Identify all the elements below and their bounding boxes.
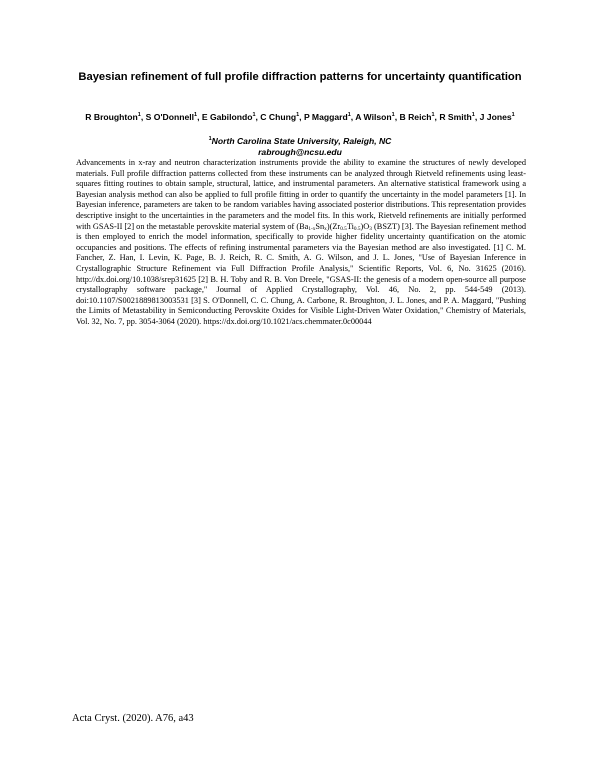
affiliation-name: North Carolina State University, Raleigh, NC (211, 136, 392, 146)
affiliation-mark: 1 (252, 112, 256, 118)
affiliation-mark: 1 (194, 112, 198, 118)
author: P Maggard$^1$, (303, 112, 356, 122)
affiliation-mark: 1 (391, 112, 395, 118)
author: R Broughton$^1$, (85, 112, 146, 122)
affiliation-mark: 1 (431, 112, 435, 118)
author: A Wilson$^1$, (355, 112, 400, 122)
author-email: rabrough@ncsu.edu (258, 147, 342, 157)
author: B Reich$^1$, (399, 112, 440, 122)
author: J Jones$^1$ (479, 112, 515, 122)
affiliation-mark: 1 (208, 136, 212, 142)
author: S O'Donnell$^1$, (145, 112, 202, 122)
affiliation-mark: 1 (471, 112, 475, 118)
affiliation-mark: 1 (137, 112, 141, 118)
author-list (62, 111, 538, 123)
affiliation-mark: 1 (347, 112, 351, 118)
affiliation-line (70, 136, 530, 147)
paper-title: Bayesian refinement of full profile diffraction patterns for uncertainty quantification (78, 71, 522, 83)
author: C Chung$^1$, (260, 112, 304, 122)
journal-citation: Acta Cryst. (2020). A76, a43 (72, 713, 194, 724)
affiliation-block (70, 136, 530, 158)
affiliation-mark: 1 (511, 112, 515, 118)
author: E Gabilondo$^1$, (201, 112, 261, 122)
affiliation-mark: 1 (296, 112, 300, 118)
author: R Smith$^1$, (439, 112, 480, 122)
abstract-body: Advancements in x-ray and neutron characterization instruments provide the ability to examine the structures of newly developed materials. Full profile diffraction patterns collected from these instruments can be analyzed through Rietveld refinements using least-squares fitting routines to obtain sample, structural, lattice, and instrumental parameters. An alternative statistical framework using a Bayesian analysis method can also be applied to full profile fitting in order to quantify the uncertainty in the model parameters [1]. In Bayesian inference, parameters are taken to be random variables having associated posterior distributions. This representation provides descriptive insight to the uncertainties in the parameters and the model fits. In this work, Rietveld refinements are initially performed with GSAS-II [2] on the metastable perovskite material system of $(Ba_{1-x}Sn_x)(Zr_{0.5}Ti_{0.5})O_3$ (BSZT) [3]. The Bayesian refinement method is then employed to enrich the model information, specifically to provide higher fidelity uncertainty quantification on the atomic occupancies and positions. The effects of refining instrumental parameters via the Bayesian method are also investigated. [1] C. M. Fancher, Z. Han, I. Levin, K. Page, B. J. Reich, R. C. Smith, A. G. Wilson, and J. L. Jones, "Use of Bayesian Inference in Crystallographic Structure Refinement via Full Diffraction Profile Analysis," Scientific Reports, Vol. 6, No. 31625 (2016). http://dx.doi.org/10.1038/srep31625 [2] B. H. Toby and R. B. Von Dreele, "GSAS-II: the genesis of a modern open-source all purpose crystallography software package," Journal of Applied Crystallography, Vol. 46, No. 2, pp. 544-549 (2013). doi:10.1107/S0021889813003531 [3] S. O'Donnell, C. C. Chung, A. Carbone, R. Broughton, J. L. Jones, and P. A. Maggard, "Pushing the Limits of Metastability in Semiconducting Perovskite Oxides for Visible Light-Driven Water Oxidation," Chemistry of Materials, Vol. 32, No. 7, pp. 3054-3064 (2020). https://dx.doi.org/10.1021/acs.chemmater.0c00044 (76, 158, 526, 326)
